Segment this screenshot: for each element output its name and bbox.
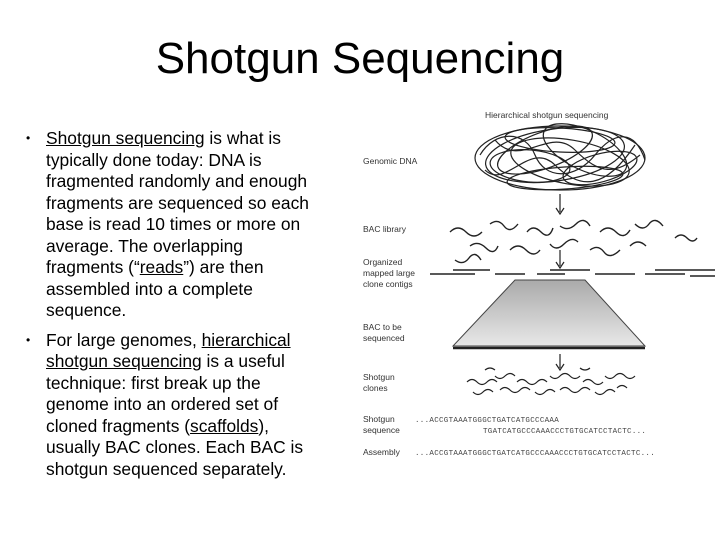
- bullet-list: [20, 128, 320, 488]
- bac-trapezoid: [453, 280, 645, 346]
- scaffolds-link[interactable]: scaffolds: [190, 415, 259, 436]
- sequence-read-2: TGATCATGCCCAAACCCTGTGCATCCTACTC...: [483, 428, 647, 436]
- bullet-text: ), usually BAC clones. Each BAC is shotgun sequenced separately.: [46, 415, 304, 479]
- bullet-dot: •: [26, 332, 31, 347]
- shotgun-clones: [467, 368, 635, 395]
- arrow-1: [556, 194, 564, 214]
- hierarchical-shotgun-link[interactable]: hierarchical shotgun sequencing: [46, 329, 291, 371]
- reads-link[interactable]: reads: [139, 257, 184, 277]
- bac-library-fragments: [450, 220, 697, 262]
- arrow-3: [556, 354, 564, 370]
- sequence-read-1: ...ACCGTAAATGGGCTGATCATGCCCAAA: [415, 417, 560, 425]
- contigs-label-2: mapped large: [363, 268, 415, 278]
- genomic-dna-tangle: [475, 113, 645, 194]
- bullet-text: is what is typically done today: DNA is fragmented randomly and enough fragments are sequenced so each base is read 10 times or more on average. The overlapping fragments (“: [46, 128, 309, 277]
- genomic-dna-label: Genomic DNA: [363, 156, 418, 166]
- shotgun-seq-label-1: Shotgun: [363, 414, 395, 424]
- bullet-text: ”) are then assembled into a complete sequence.: [46, 257, 264, 320]
- bac-seq-label-1: BAC to be: [363, 322, 402, 332]
- contigs-label-3: clone contigs: [363, 279, 413, 289]
- bullet-text: is a useful technique: first break up the genome into an ordered set of cloned fragments (: [46, 351, 285, 436]
- slide-title: Shotgun Sequencing: [155, 34, 565, 83]
- shotgun-sequencing-link[interactable]: Shotgun sequencing: [46, 128, 205, 148]
- clone-contigs: [430, 270, 715, 276]
- bullet-item-shotgun: [20, 128, 320, 322]
- bullet-text: For large genomes,: [46, 329, 202, 350]
- bullet-dot: •: [26, 131, 31, 145]
- bac-library-label: BAC library: [363, 224, 406, 234]
- figure-title: Hierarchical shotgun sequencing: [485, 110, 609, 120]
- contigs-label-1: Organized: [363, 257, 403, 267]
- arrow-2: [556, 250, 564, 268]
- bullet-item-hierarchical: [20, 330, 320, 481]
- shotgun-clones-label-2: clones: [363, 383, 388, 393]
- shotgun-seq-label-2: sequence: [363, 425, 400, 435]
- bac-seq-label-2: sequenced: [363, 333, 405, 343]
- assembly-sequence: ...ACCGTAAATGGGCTGATCATGCCCAAACCCTGTGCATCCTACTC...: [415, 450, 656, 458]
- shotgun-clones-label-1: Shotgun: [363, 372, 395, 382]
- assembly-label: Assembly: [363, 447, 400, 457]
- hierarchical-shotgun-figure: [355, 100, 717, 470]
